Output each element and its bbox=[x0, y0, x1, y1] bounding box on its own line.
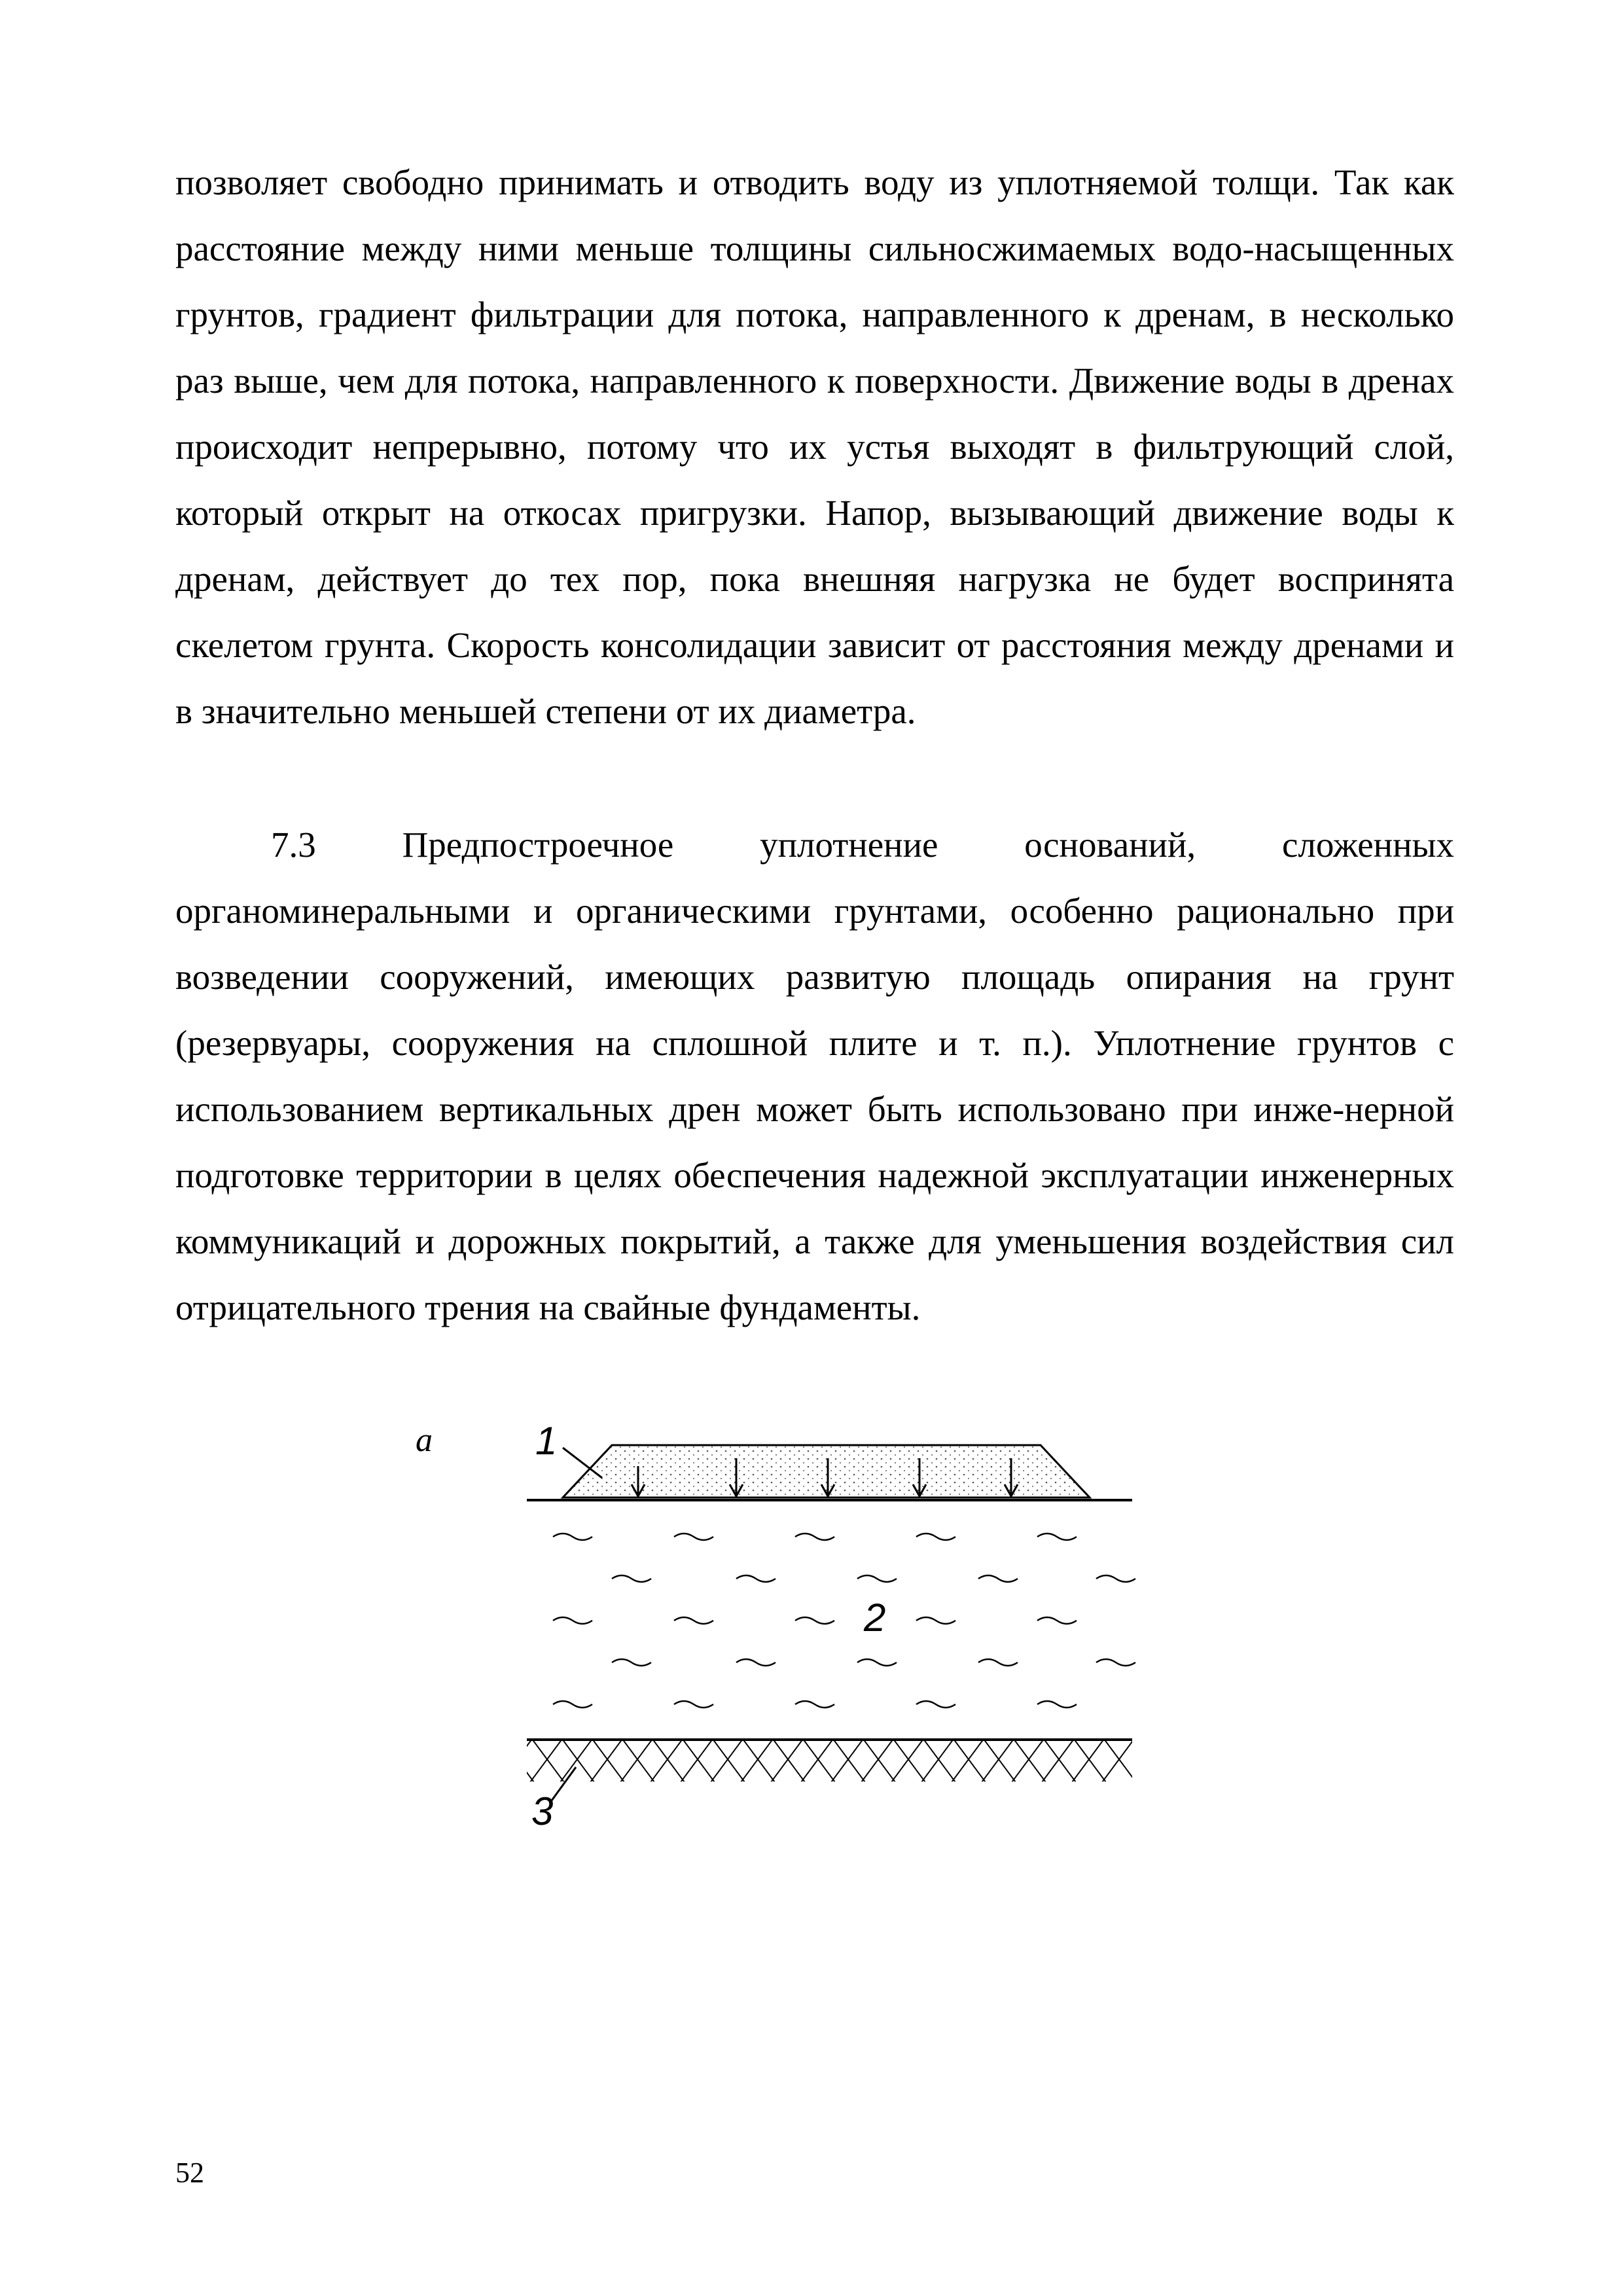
figure-label: а bbox=[416, 1422, 433, 1459]
callout-3: 3 bbox=[531, 1789, 554, 1833]
paragraph-7-3: 7.3 Предпостроечное уплотнение оснований, сложенных органоминеральными и органическими грунтами, особенно рационально при возведении сооружений, имеющих развитую площадь опирания на грунт (резервуары, сооружения на сплошной плите и т. п.). Уплотнение грунтов с использованием вертикальных дрен может быть использовано при инже-нерной подготовке территории в целях обеспечения надежной эксплуатации инженерных коммуникаций и дорожных покрытий, а также для уменьшения воздействия сил отрицательного трения на свайные фундаменты. bbox=[175, 825, 1454, 1327]
water-saturated-soil-symbols bbox=[553, 1534, 1135, 1708]
callout-2: 2 bbox=[864, 1596, 886, 1640]
base-layer-hatch bbox=[527, 1741, 1132, 1782]
figure-diagram bbox=[366, 1394, 1217, 1852]
paragraph-drainage: позволяет свободно принимать и отводить воду из уплотняемой толщи. Так как расстояние между ними меньше толщины сильносжимаемых водо-насыщенных грунтов, градиент фильтрации для потока, направленного к дренам, в несколько раз выше, чем для потока, направленного к поверхности. Движение воды в дренах происходит непрерывно, потому что их устья выходят в фильтрующий слой, который открыт на откосах пригрузки. Напор, вызывающий движение воды к дренам, действует до тех пор, пока внешняя нагрузка не будет воспринята скелетом грунта. Скорость консолидации зависит от расстояния между дренами и в значительно меньшей степени от их диаметра. bbox=[175, 162, 1454, 731]
page-number: 52 bbox=[175, 2157, 204, 2189]
figure-preconstruction-compaction bbox=[366, 1394, 1217, 1852]
callout-1: 1 bbox=[535, 1419, 558, 1463]
